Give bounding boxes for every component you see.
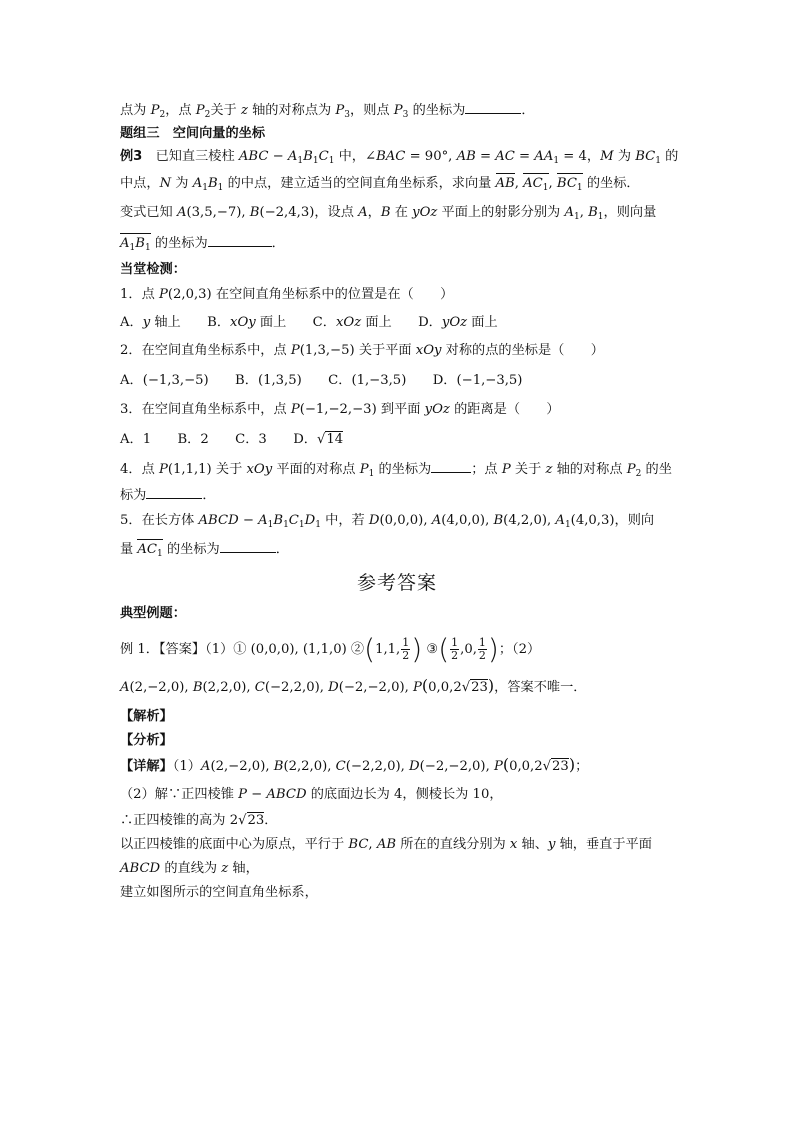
detail-line: 【详解】（1）A(2,−2,0), B(2,2,0), C(−2,2,0), D(−2,−2,0), P(0,0,2√23)； — [120, 755, 589, 774]
solution-line-3: ∴正四棱锥的高为 2√23． — [120, 813, 278, 828]
question-3-options: A．1 B．2 C．3 D．√14 — [120, 432, 344, 447]
section-heading: 题组三 空间向量的坐标 — [120, 126, 266, 141]
example-3-line-1: 例3 已知直三棱柱 ABC − $A_1B_1C_1$ 中，∠BAC = 90°, AB = AC = $AA_1 = 4$，M 为 $BC_1$ 的 — [120, 149, 679, 166]
fenxi-label: 【分析】 — [120, 733, 173, 748]
solution-line-4: 以正四棱锥的底面中心为原点，平行于 BC, AB 所在的直线分别为 x 轴、y 轴，垂直于平面 — [120, 837, 652, 852]
continuation-line: 点为 $P_2$，点 $P_2$关于 z 轴的对称点为 $P_3$，则点 $P_3$ 的坐标为 ． — [120, 100, 680, 121]
variant-line-2: $A_1B_1$ 的坐标为 ． — [120, 233, 680, 254]
question-4-line-1: 4．点 P(1,1,1) 关于 xOy 平面的对称点 $P_1$ 的坐标为 ；点 P 关于 z 轴的对称点 $P_2$ 的坐 — [120, 459, 680, 480]
solution-line-2: （2）解∵正四棱锥 P − ABCD 的底面边长为 4，侧棱长为 10， — [120, 787, 503, 802]
solution-line-6: 建立如图所示的空间直角坐标系， — [120, 885, 318, 900]
analysis-label: 【解析】 — [120, 709, 173, 724]
answer-blank[interactable] — [431, 459, 471, 473]
question-1: 1．点 P(2,0,3) 在空间直角坐标系中的位置是在（ ） — [120, 287, 454, 302]
check-heading: 当堂检测： — [120, 262, 186, 277]
typical-heading: 典型例题： — [120, 606, 186, 621]
answers-title: 参考答案 — [356, 572, 437, 594]
answer-1-line-1: 例 1．【答案】（1）① (0,0,0), (1,1,0) ②(1,1, $\frac{1}{2}$ ) ③( $\frac{1}{2}$ ,0, $\frac{1}{2}$ )；（2） — [120, 632, 541, 666]
answer-blank[interactable] — [208, 233, 272, 247]
solution-line-5: ABCD 的直线为 z 轴， — [120, 861, 259, 876]
answer-blank[interactable] — [465, 100, 521, 114]
question-5-line-2: 量 $AC_1$ 的坐标为 ． — [120, 539, 680, 560]
answer-blank[interactable] — [220, 539, 276, 553]
question-2: 2．在空间直角坐标系中，点 P(1,3,−5) 关于平面 xOy 对称的点的坐标是（ ） — [120, 343, 604, 358]
question-5-line-1: 5．在长方体 ABCD − $A_1B_1C_1D_1$ 中，若 D(0,0,0), A(4,0,0), B(4,2,0), $A_1(4,0,3)$，则向 — [120, 513, 655, 530]
question-2-options: A．(−1,3,−5) B．(1,3,5) C．(1,−3,5) D．(−1,−3,5) — [120, 373, 523, 388]
answer-1-line-2: A(2,−2,0), B(2,2,0), C(−2,2,0), D(−2,−2,0), P(0,0,2√23)，答案不唯一． — [120, 676, 587, 695]
question-3: 3．在空间直角坐标系中，点 P(−1,−2,−3) 到平面 yOz 的距离是（ ） — [120, 402, 560, 417]
example-3-line-2: 中点，N 为 $A_1B_1$ 的中点，建立适当的空间直角坐标系，求向量 AB, $AC_1$, $BC_1$ 的坐标． — [120, 176, 640, 193]
answer-blank[interactable] — [146, 485, 202, 499]
variant-line-1: 变式已知 A(3,5,−7), B(−2,4,3)，设点 A，B 在 yOz 平面上的射影分别为 $A_1$, $B_1$，则向量 — [120, 205, 657, 222]
question-4-line-2: 标为 ． — [120, 485, 680, 506]
question-1-options: A．y 轴上 B．xOy 面上 C．xOz 面上 D．yOz 面上 — [120, 315, 498, 330]
